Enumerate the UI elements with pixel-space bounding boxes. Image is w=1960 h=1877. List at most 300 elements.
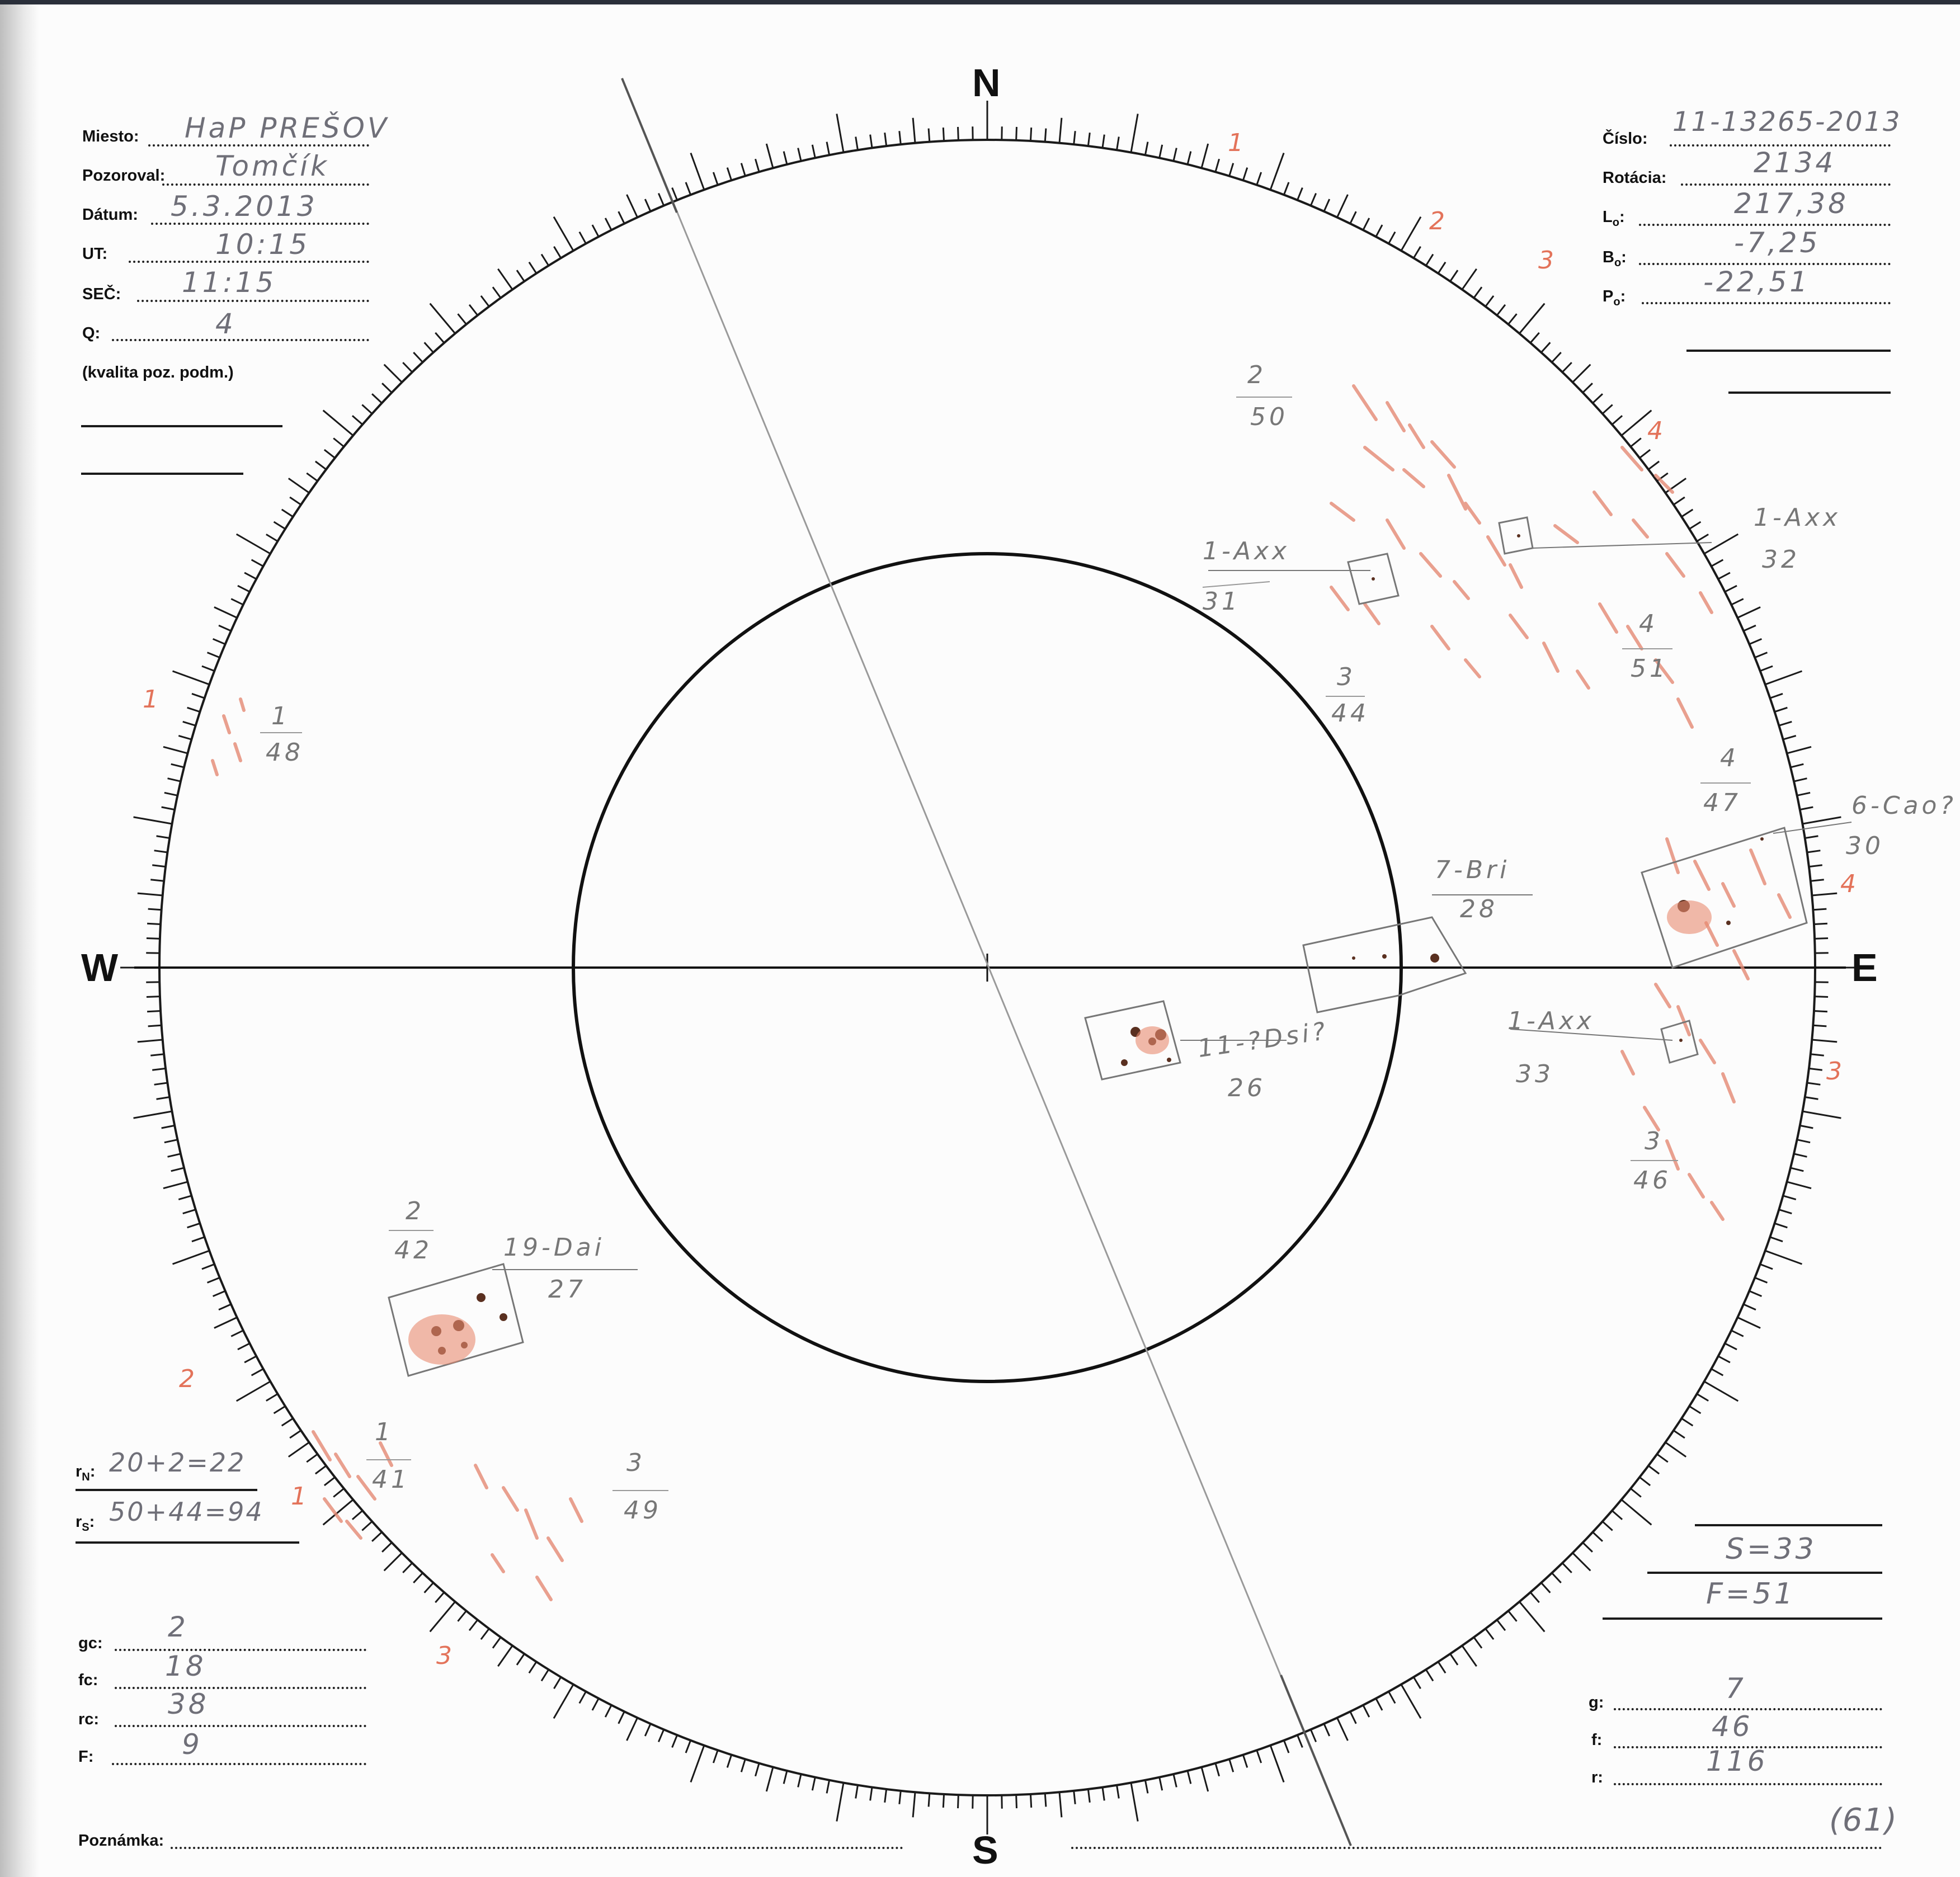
degree-tick [1783,1196,1796,1200]
degree-tick [1350,211,1356,224]
degree-tick [1681,1418,1693,1426]
degree-tick [1188,1771,1191,1784]
degree-tick [1744,1304,1756,1310]
degree-tick [1583,383,1593,393]
degree-tick [766,1767,773,1791]
degree-tick [1562,362,1572,372]
degree-tick [323,411,354,436]
degree-tick [1631,438,1641,447]
degree-tick [252,560,263,567]
degree-tick [148,1025,162,1026]
degree-tick [1797,1140,1810,1143]
degree-tick [1311,194,1316,206]
limb-mark-1b: 1 [143,685,158,714]
group-label-31: 1-Axx [1203,537,1290,565]
group-33-box [1661,1021,1698,1063]
degree-tick [579,232,586,244]
degree-tick [352,416,362,425]
degree-tick [691,1746,704,1782]
degree-tick [493,1637,501,1648]
degree-tick [138,1040,163,1042]
limb-mark-2: 2 [1429,207,1445,235]
sec-line [137,300,369,302]
degree-tick [178,735,191,739]
degree-tick [1376,225,1382,237]
degree-tick [403,1563,412,1573]
pozoroval-line [162,183,369,186]
degree-tick [164,1140,177,1143]
totals-rule-2 [1647,1572,1882,1574]
degree-tick [541,254,549,266]
degree-tick [1812,893,1837,895]
degree-tick [425,342,434,352]
degree-tick [1202,144,1208,168]
degree-tick [252,1369,263,1376]
degree-tick [929,1793,930,1807]
degree-tick [134,1111,172,1118]
degree-tick [554,217,573,251]
degree-tick [266,534,278,541]
degree-tick [658,194,663,206]
degree-tick [152,1068,166,1070]
compass-north: N [972,61,1001,105]
compass-west: W [81,946,119,989]
degree-tick [1229,163,1233,176]
pozoroval-value: Tomčík [215,150,329,182]
totals-rule-3 [1603,1617,1882,1620]
degree-tick [1803,1111,1841,1118]
degree-tick [202,666,214,671]
degree-tick [1787,747,1811,753]
degree-tick [1718,573,1730,579]
degree-tick [1760,666,1773,671]
poznamka-label: Poznámka: [78,1832,164,1850]
compass-south: S [972,1828,998,1872]
degree-tick [1270,153,1284,190]
degree-tick [208,1277,220,1282]
degree-tick [231,599,243,605]
group-number-28: 28 [1460,895,1498,923]
degree-tick [1749,639,1761,644]
degree-tick [1145,142,1148,155]
degree-tick [1813,909,1826,910]
degree-tick [1376,1699,1382,1710]
degree-tick [237,1381,271,1401]
degree-tick [214,607,237,618]
degree-tick [382,383,392,393]
degree-tick [1389,1691,1396,1703]
degree-tick [1450,270,1458,281]
degree-tick [1202,1767,1208,1791]
degree-tick [672,1735,677,1747]
degree-tick [1665,1442,1686,1457]
degree-tick [1088,1789,1090,1803]
degree-tick [958,1795,959,1808]
degree-tick [150,1054,164,1056]
degree-tick [244,1356,256,1362]
faculae-bottom-51: 51 [1631,654,1669,683]
ut-label: UT: [82,245,108,263]
s-total: S=33 [1726,1532,1817,1566]
degree-tick [1704,534,1738,554]
degree-tick [1765,671,1802,685]
group-number-33: 33 [1516,1060,1554,1088]
degree-tick [1811,880,1824,881]
degree-tick [266,1394,278,1400]
degree-tick [1689,522,1700,529]
group-label-27: 19-Dai [503,1233,605,1262]
degree-tick [958,127,959,140]
degree-tick [713,1750,718,1763]
rs-rule [76,1541,299,1544]
degree-tick [1612,1511,1622,1520]
group-32-box [1499,517,1533,554]
degree-tick [605,218,611,230]
degree-tick [498,269,512,290]
rc-value: 38 [168,1688,209,1720]
l0-value: 217,38 [1734,187,1849,220]
degree-tick [1797,793,1810,795]
faculae-bottom-47: 47 [1703,789,1741,817]
degree-tick [929,129,930,142]
degree-tick [333,438,344,447]
degree-tick [324,1477,335,1485]
faculae-bottom-48: 48 [266,738,304,767]
rc-label: rc: [78,1710,100,1728]
degree-tick [1562,1563,1572,1573]
degree-tick [1401,1685,1421,1719]
degree-tick [1805,1097,1818,1100]
degree-tick [307,1454,317,1462]
degree-tick [1770,1237,1783,1242]
rn-value: 20+2=22 [109,1447,246,1478]
degree-tick [219,625,231,631]
degree-tick [1541,342,1550,352]
faculae-top-41: 1 [375,1418,394,1446]
degree-tick [208,653,220,658]
degree-tick [645,199,651,211]
sec-label: SEČ: [82,285,121,303]
degree-tick [1731,1331,1744,1337]
degree-tick [1779,721,1792,725]
degree-tick [1794,1154,1807,1157]
limb-mark-3c: 3 [436,1642,452,1670]
degree-tick [1045,1793,1046,1807]
degree-tick [1791,764,1803,767]
faculae-bottom-50: 50 [1250,403,1288,431]
degree-tick [214,1317,237,1328]
degree-tick [1639,450,1650,458]
degree-tick [1074,1791,1076,1804]
degree-tick [157,836,170,838]
degree-tick [1350,1711,1356,1724]
datum-value: 5.3.2013 [171,190,318,223]
degree-tick [1755,1277,1767,1282]
degree-tick [1426,254,1433,266]
degree-tick [1775,708,1788,711]
degree-tick [403,362,412,372]
degree-tick [856,1785,858,1799]
degree-tick [798,148,801,161]
degree-tick [315,1466,326,1474]
degree-tick [237,534,271,554]
degree-tick [162,807,175,810]
degree-tick [755,1763,759,1776]
right-rule-1 [1686,350,1891,352]
degree-tick [741,1759,745,1772]
degree-tick [1270,1746,1284,1782]
degree-tick [1324,1724,1330,1736]
degree-tick [870,1788,872,1801]
degree-tick [384,365,402,383]
degree-tick [362,1521,372,1530]
degree-tick [1337,1718,1348,1741]
rn-rule [76,1489,257,1491]
degree-tick [605,1705,611,1717]
degree-tick [827,1780,830,1794]
miesto-value: HaP PREŠOV [185,112,390,144]
F-label: F: [78,1748,94,1766]
degree-tick [1160,1777,1162,1790]
degree-tick [1462,1645,1477,1666]
degree-tick [592,1699,599,1710]
degree-tick [172,671,209,685]
degree-tick [1674,497,1685,504]
degree-tick [1744,625,1756,631]
left-rule-1 [81,425,282,427]
degree-tick [1059,1792,1062,1817]
degree-tick [741,163,745,176]
faculae-top-47: 4 [1720,744,1739,772]
degree-tick [289,1442,309,1457]
degree-tick [943,128,944,141]
degree-tick [219,1304,231,1310]
faculae-top-42: 2 [406,1197,425,1225]
limb-mark-4b: 4 [1840,870,1856,898]
degree-tick [686,1741,691,1753]
degree-tick [171,1168,184,1171]
degree-tick [1497,1620,1505,1630]
degree-tick [148,909,162,910]
faculae-bottom-44: 44 [1331,699,1369,728]
degree-tick [727,168,731,181]
degree-tick [1519,1602,1544,1632]
degree-tick [1765,1251,1802,1264]
degree-tick [1257,172,1261,185]
l0-line [1639,224,1891,226]
degree-tick [384,1553,402,1571]
miesto-label: Miesto: [82,128,139,145]
degree-tick [1174,148,1176,161]
rotacia-value: 2134 [1754,147,1836,179]
degree-tick [238,586,249,592]
degree-tick [274,522,285,529]
degree-tick [290,497,301,504]
degree-tick [1519,304,1544,334]
degree-tick [1215,159,1219,172]
F-line [112,1763,366,1765]
degree-tick [1552,352,1561,362]
degree-tick [1131,114,1138,153]
degree-tick [213,639,225,644]
fc-value: 18 [165,1650,206,1682]
degree-tick [192,1237,205,1242]
degree-tick [498,1645,512,1666]
f-value: 46 [1712,1710,1753,1743]
rotacia-line [1681,183,1891,186]
degree-tick [1215,1763,1219,1776]
degree-tick [1552,1573,1561,1583]
g-label: g: [1589,1694,1604,1711]
degree-tick [213,1291,225,1296]
degree-tick [1593,1532,1603,1541]
rotation-axis-tick-n [622,78,677,213]
group-number-30: 30 [1846,832,1884,860]
F-total: F=51 [1706,1577,1796,1611]
compass-east: E [1851,946,1878,989]
degree-tick [1681,510,1693,517]
degree-tick [1783,735,1796,739]
degree-tick [1284,1741,1289,1753]
degree-tick [1749,1291,1761,1296]
degree-tick [362,405,372,414]
degree-tick [529,262,536,273]
degree-tick [658,1729,663,1742]
p0-label: $P_o$: [1603,287,1626,308]
degree-tick [592,225,599,237]
degree-tick [1102,1788,1104,1801]
degree-tick [784,152,787,164]
F-value: 9 [182,1728,202,1761]
degree-tick [517,270,524,281]
degree-tick [481,1629,489,1639]
degree-tick [1725,586,1737,592]
degree-tick [798,1774,801,1787]
degree-tick [913,118,915,143]
degree-tick [766,144,773,168]
limb-mark-2b: 2 [179,1365,195,1393]
ut-value: 10:15 [215,228,310,261]
degree-tick [458,314,467,324]
degree-tick [554,1677,560,1689]
rn-label: $r_N$: [76,1463,96,1483]
degree-tick [1697,1394,1709,1400]
degree-tick [755,159,759,172]
group-number-26: 26 [1228,1074,1266,1102]
degree-tick [1639,1477,1650,1485]
left-rule-2 [81,473,243,475]
degree-tick [899,131,901,144]
degree-tick [1257,1750,1261,1763]
degree-tick [1603,405,1613,414]
degree-tick [1474,1637,1482,1648]
q-line [112,339,369,341]
degree-tick [1297,1735,1302,1747]
degree-tick [899,1791,901,1804]
degree-tick [837,114,844,153]
miesto-line [148,144,369,147]
degree-tick [1704,1381,1738,1401]
degree-tick [1573,365,1591,383]
faculae-bottom-49: 49 [624,1496,662,1525]
degree-tick [333,1488,344,1497]
degree-tick [152,865,166,867]
limb-mark-1c: 1 [291,1482,307,1511]
degree-tick [352,1511,362,1520]
degree-tick [1603,1521,1613,1530]
g-value: 7 [1726,1672,1746,1705]
degree-tick [1145,1780,1148,1794]
degree-tick [435,1592,444,1602]
degree-tick [1401,217,1421,251]
degree-tick [1131,1783,1138,1822]
q-label: Q: [82,324,101,342]
degree-tick [493,287,501,298]
degree-tick [1791,1168,1803,1171]
degree-tick [1486,296,1493,306]
degree-tick [413,1573,422,1583]
faculae-bottom-41: 41 [372,1465,410,1494]
degree-tick [1809,865,1822,867]
datum-label: Dátum: [82,206,138,224]
degree-tick [837,1783,844,1822]
degree-tick [1474,287,1482,298]
degree-tick [1016,127,1017,140]
degree-tick [435,333,444,343]
r-line [1614,1783,1882,1785]
degree-tick [691,153,704,190]
degree-tick [1737,607,1760,618]
degree-tick [1337,195,1348,218]
degree-tick [1117,137,1119,150]
degree-tick [1102,135,1104,148]
rotation-axis-tick-s [1281,1675,1351,1846]
degree-tick [1813,1025,1826,1026]
degree-tick [1814,923,1827,924]
degree-tick [481,296,489,306]
degree-tick [168,779,181,781]
degree-tick [1711,1369,1723,1376]
degree-tick [1059,118,1062,143]
degree-tick [1160,145,1162,158]
degree-tick [1389,232,1396,244]
faculae-bottom-46: 46 [1633,1166,1671,1195]
degree-tick [1812,1040,1837,1042]
degree-tick [627,195,638,218]
degree-tick [171,764,184,767]
degree-tick [307,473,317,481]
group-leaders [492,543,1851,1270]
degree-tick [150,880,164,881]
faculae-top-51: 4 [1639,610,1658,638]
degree-tick [885,133,887,146]
datum-line [151,223,369,225]
degree-tick [1462,269,1477,290]
degree-tick [1284,182,1289,195]
degree-tick [1311,1729,1316,1742]
group-label-32: 1-Axx [1754,503,1841,532]
degree-tick [192,694,205,698]
faculae-drawings [213,386,1790,1600]
degree-tick [1530,333,1539,343]
degree-tick [1508,1611,1516,1621]
degree-tick [282,1418,293,1426]
degree-tick [290,1431,301,1438]
degree-tick [1088,133,1090,146]
degree-tick [827,142,830,155]
f-label: f: [1591,1731,1603,1749]
gc-line [115,1649,366,1651]
